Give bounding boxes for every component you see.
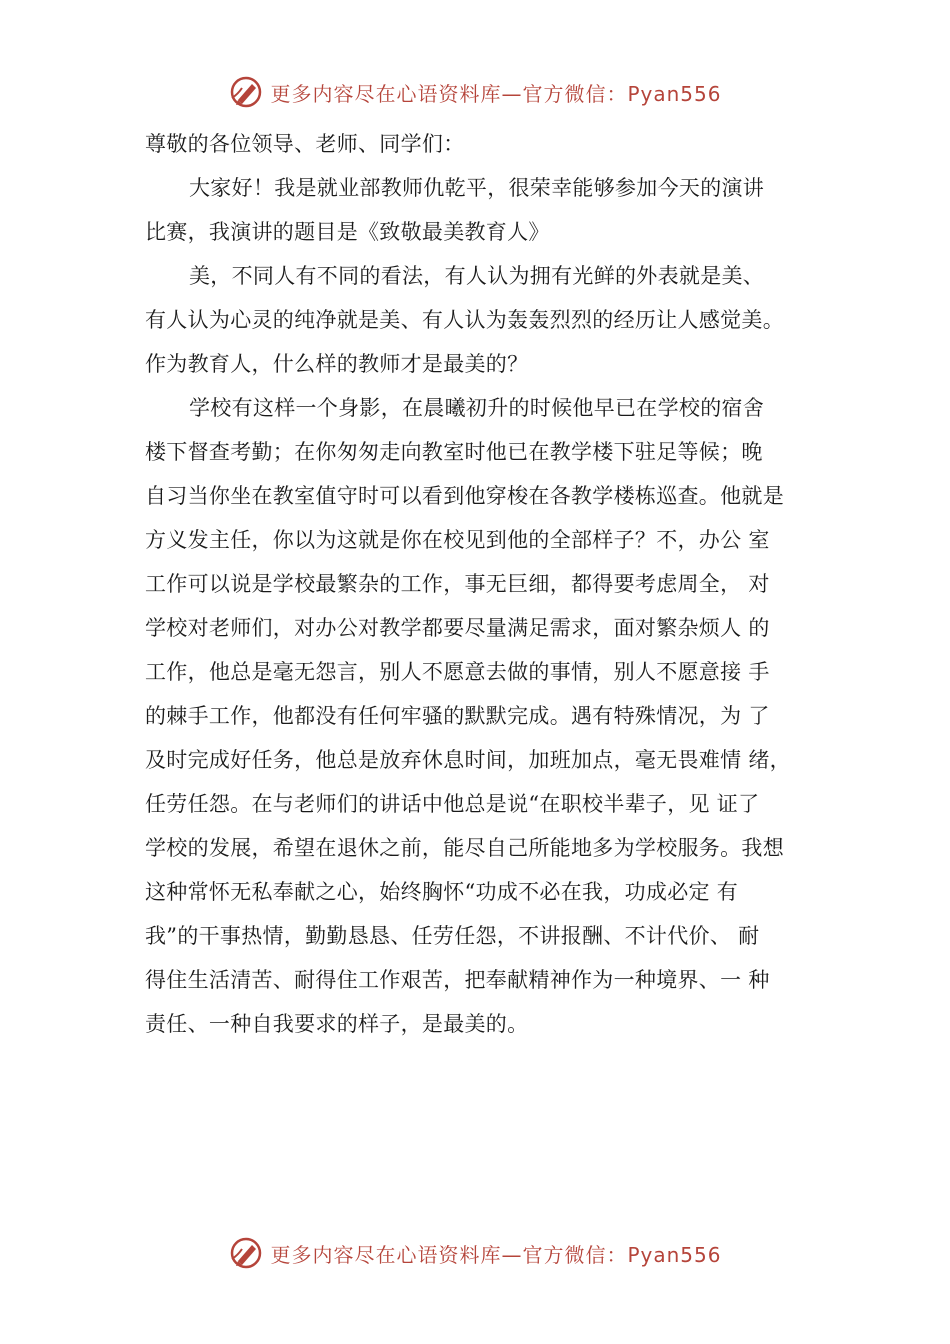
paragraph-line: 有人认为心灵的纯净就是美、有人认为轰轰烈烈的经历让人感觉美。 [145, 308, 784, 332]
paragraph-line: 这种常怀无私奉献之心，始终胸怀“功成不必在我，功成必定 有 [145, 880, 739, 904]
paragraph-line: 大家好！我是就业部教师仇乾平，很荣幸能够参加今天的演讲 [189, 176, 765, 200]
paragraph-line: 工作，他总是毫无怨言，别人不愿意去做的事情，别人不愿意接 手 [145, 660, 770, 684]
header-watermark [0, 72, 950, 112]
paragraph-line: 比赛，我演讲的题目是《致敬最美教育人》 [145, 220, 550, 244]
salutation-line: 尊敬的各位领导、老师、同学们： [145, 132, 465, 156]
document-body [145, 122, 815, 1046]
paragraph-line: 责任、一种自我要求的样子，是最美的。 [145, 1012, 529, 1036]
paragraph-line: 我”的干事热情，勤勤恳恳、任劳任怨，不讲报酬、不计代价、 耐 [145, 924, 760, 948]
paragraph-line: 美，不同人有不同的看法，有人认为拥有光鲜的外表就是美、 [189, 264, 765, 288]
paragraph-line: 工作可以说是学校最繁杂的工作，事无巨细，都得要考虑周全， 对 [145, 572, 770, 596]
pen-logo-icon [228, 74, 264, 110]
paragraph-line: 任劳任怨。在与老师们的讲话中他总是说“在职校半辈子，见 证了 [145, 792, 760, 816]
paragraph-line: 的棘手工作，他都没有任何牢骚的默默完成。遇有特殊情况，为 了 [145, 704, 770, 728]
paragraph-line: 学校的发展，希望在退休之前，能尽自己所能地多为学校服务。我想 [145, 836, 784, 860]
paragraph-line: 楼下督查考勤；在你匆匆走向教室时他已在教学楼下驻足等候；晚 [145, 440, 763, 464]
paragraph-line: 自习当你坐在教室值守时可以看到他穿梭在各教学楼栋巡查。他就是 [145, 484, 784, 508]
paragraph-line: 学校对老师们，对办公对教学都要尽量满足需求，面对繁杂烦人 的 [145, 616, 770, 640]
paragraph-line: 得住生活清苦、耐得住工作艰苦，把奉献精神作为一种境界、一 种 [145, 968, 770, 992]
watermark-text: 更多内容尽在心语资料库—官方微信：Pyan556 [270, 81, 722, 106]
pen-logo-icon [228, 1235, 264, 1271]
paragraph-line: 学校有这样一个身影，在晨曦初升的时候他早已在学校的宿舍 [189, 396, 765, 420]
paragraph-line: 作为教育人，什么样的教师才是最美的？ [145, 352, 529, 376]
paragraph-line: 及时完成好任务，他总是放弃休息时间，加班加点，毫无畏难情 绪， [145, 748, 791, 772]
footer-watermark [0, 1233, 950, 1273]
watermark-text: 更多内容尽在心语资料库—官方微信：Pyan556 [270, 1242, 722, 1267]
paragraph-line: 方义发主任，你以为这就是你在校见到他的全部样子？不，办公 室 [145, 528, 770, 552]
